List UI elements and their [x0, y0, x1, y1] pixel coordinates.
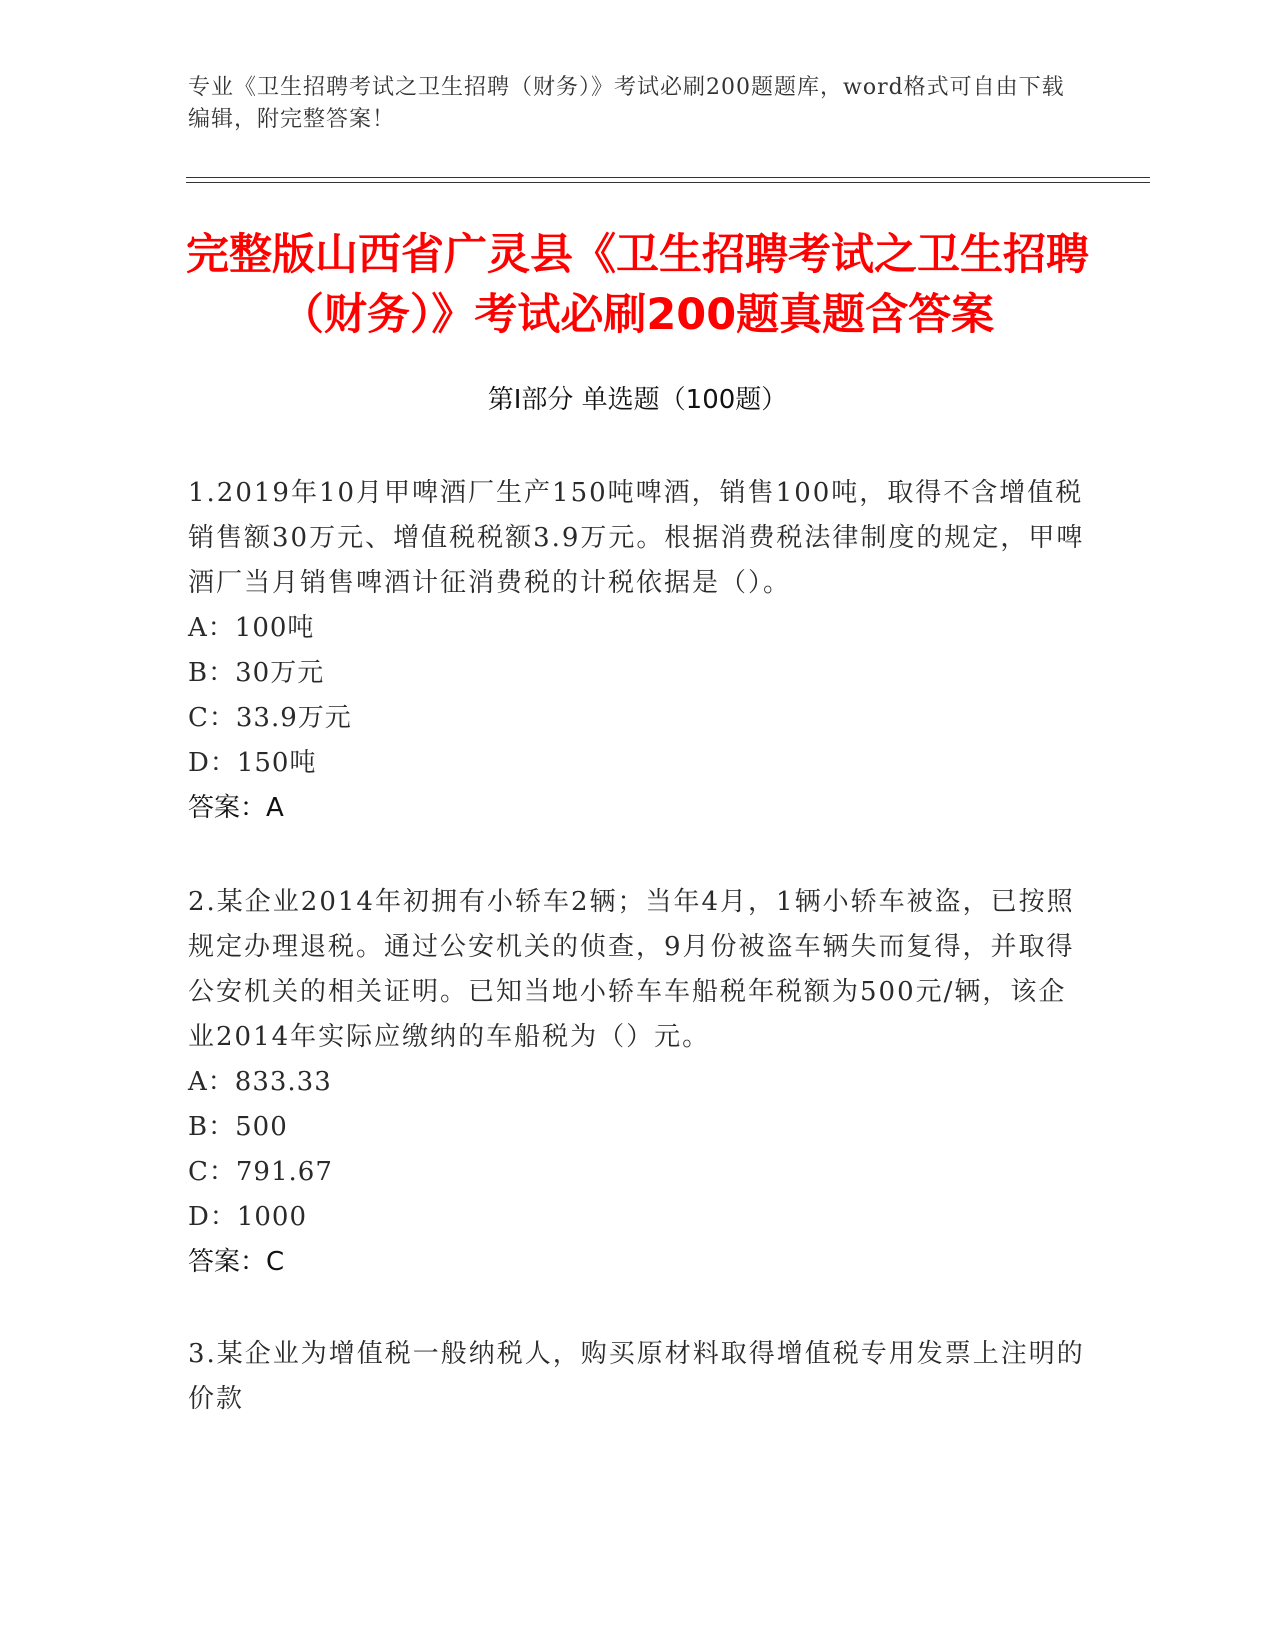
header-divider-bottom	[186, 182, 1150, 183]
question-3	[188, 1332, 1088, 1422]
option-b: B：30万元	[188, 658, 325, 688]
option-c: C：33.9万元	[188, 703, 352, 733]
header-note: 专业《卫生招聘考试之卫生招聘（财务）》考试必刷200题题库，word格式可自由下载编辑，附完整答案！	[188, 75, 1065, 132]
option-a: A：100吨	[188, 613, 315, 643]
option-a: A：833.33	[188, 1067, 332, 1097]
header-divider-top	[186, 177, 1150, 178]
question-stem: 3.某企业为增值税一般纳税人，购买原材料取得增值税专用发票上注明的价款	[188, 1339, 1085, 1414]
answer: 答案：A	[188, 793, 284, 823]
question-stem: 2.某企业2014年初拥有小轿车2辆；当年4月，1辆小轿车被盗，已按照规定办理退税。通过公安机关的侦查，9月份被盗车辆失而复得，并取得公安机关的相关证明。已知当地小轿车车船税年税额为500元/辆，该企业2014年实际应缴纳的车船税为（）元。	[188, 887, 1075, 1052]
option-b: B：500	[188, 1112, 288, 1142]
option-d: D：1000	[188, 1202, 308, 1232]
option-d: D：150吨	[188, 748, 317, 778]
section-title: 第I部分 单选题（100题）	[487, 385, 788, 415]
option-c: C：791.67	[188, 1157, 333, 1187]
answer: 答案：C	[188, 1247, 285, 1277]
document-title: 完整版山西省广灵县《卫生招聘考试之卫生招聘（财务）》考试必刷200题真题含答案	[186, 230, 1089, 340]
question-1	[188, 471, 1088, 831]
question-2	[188, 880, 1088, 1285]
question-stem: 1.2019年10月甲啤酒厂生产150吨啤酒，销售100吨，取得不含增值税销售额30万元、增值税税额3.9万元。根据消费税法律制度的规定，甲啤酒厂当月销售啤酒计征消费税的计税依据是（）。	[188, 478, 1085, 598]
